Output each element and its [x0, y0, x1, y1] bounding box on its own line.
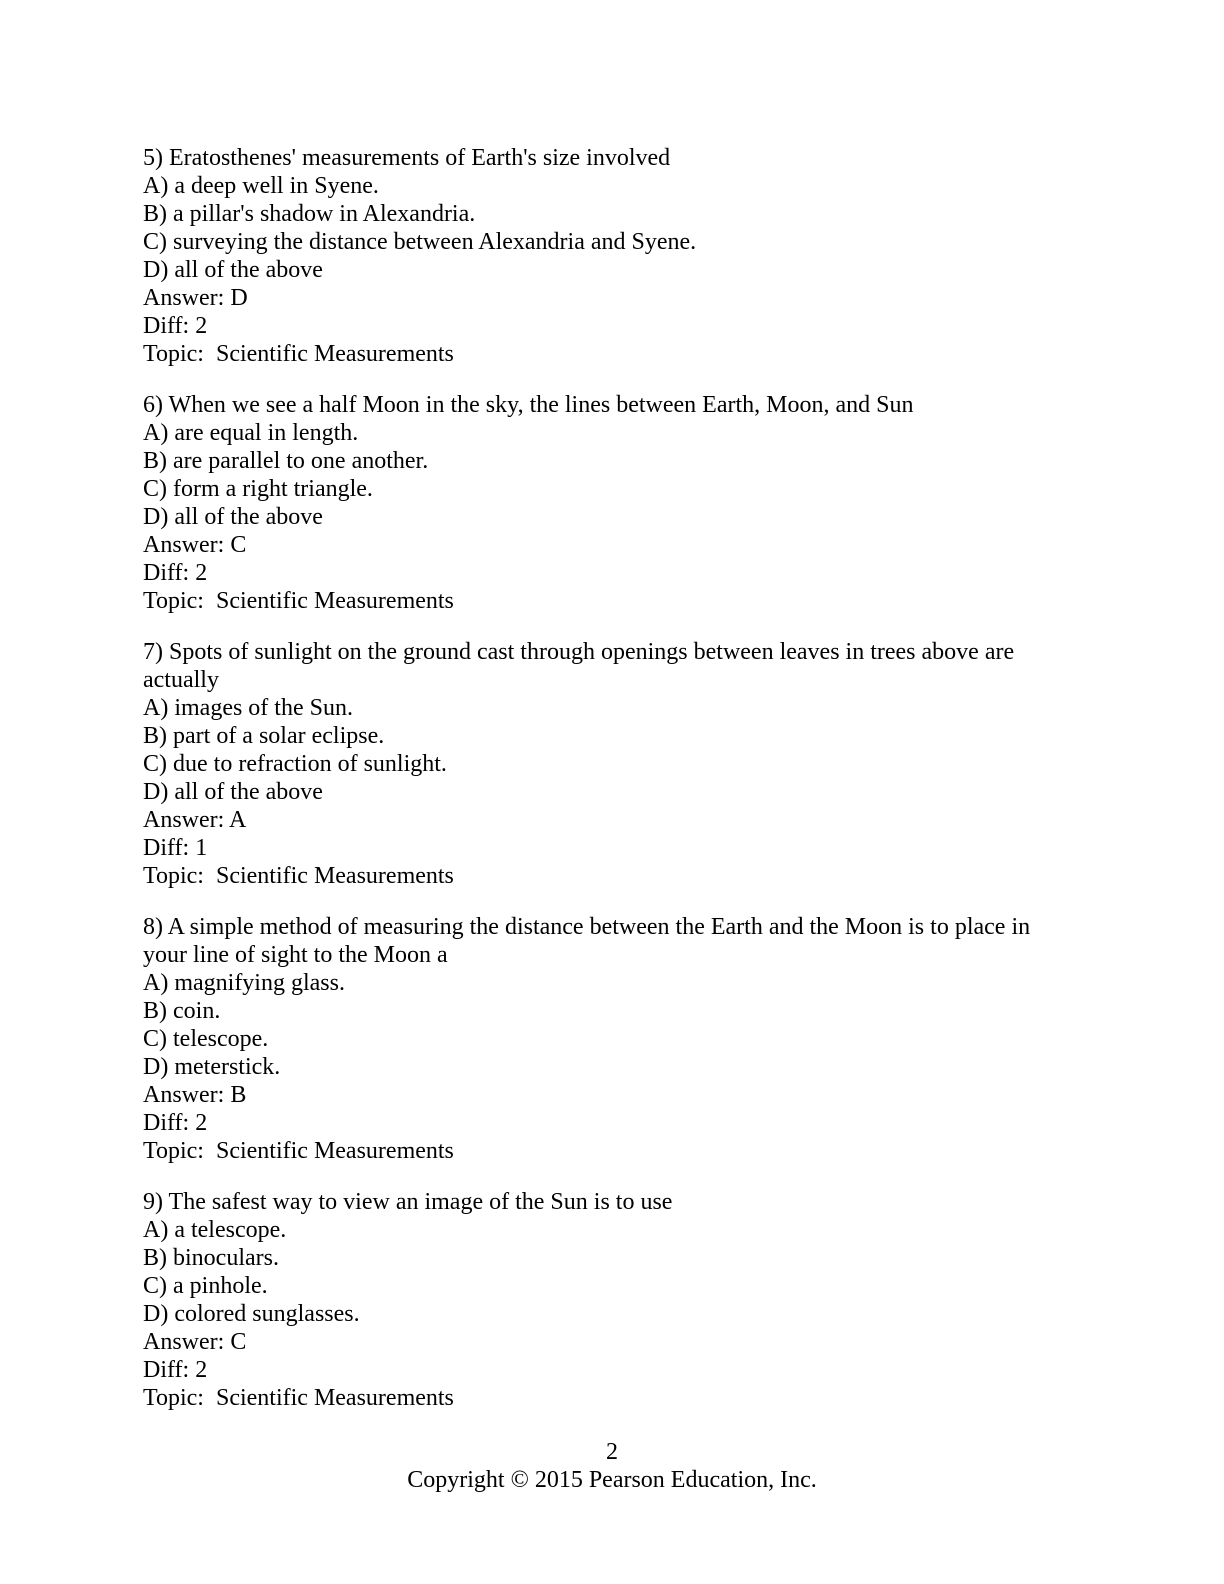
topic-line: Topic: Scientific Measurements	[143, 588, 454, 614]
topic-line: Topic: Scientific Measurements	[143, 863, 454, 889]
page-footer	[0, 1438, 1224, 1494]
answer-choice-d: D) all of the above	[143, 504, 323, 530]
answer-line: Answer: D	[143, 285, 248, 311]
diff-line: Diff: 2	[143, 560, 208, 586]
answer-choice-b: B) are parallel to one another.	[143, 448, 429, 474]
question-block-5	[143, 144, 1080, 368]
answer-choice-a: A) are equal in length.	[143, 420, 359, 446]
answer-line: Answer: C	[143, 532, 247, 558]
question-prompt: 7) Spots of sunlight on the ground cast through openings between leaves in trees above are actually	[143, 639, 1021, 693]
question-prompt: 9) The safest way to view an image of the Sun is to use	[143, 1189, 673, 1215]
topic-line: Topic: Scientific Measurements	[143, 341, 454, 367]
question-block-9	[143, 1188, 1080, 1412]
diff-line: Diff: 2	[143, 1357, 208, 1383]
diff-line: Diff: 2	[143, 1110, 208, 1136]
topic-line: Topic: Scientific Measurements	[143, 1385, 454, 1411]
diff-line: Diff: 2	[143, 313, 208, 339]
answer-choice-b: B) a pillar's shadow in Alexandria.	[143, 201, 476, 227]
topic-line: Topic: Scientific Measurements	[143, 1138, 454, 1164]
answer-choice-b: B) coin.	[143, 998, 221, 1024]
question-prompt: 5) Eratosthenes' measurements of Earth's size involved	[143, 145, 671, 171]
copyright-text: Copyright © 2015 Pearson Education, Inc.	[407, 1467, 817, 1493]
answer-line: Answer: A	[143, 807, 247, 833]
answer-choice-c: C) telescope.	[143, 1026, 269, 1052]
answer-choice-c: C) a pinhole.	[143, 1273, 268, 1299]
answer-choice-c: C) due to refraction of sunlight.	[143, 751, 447, 777]
answer-choice-d: D) all of the above	[143, 257, 323, 283]
page-number: 2	[606, 1439, 618, 1465]
answer-choice-a: A) a deep well in Syene.	[143, 173, 379, 199]
answer-line: Answer: C	[143, 1329, 247, 1355]
answer-choice-c: C) form a right triangle.	[143, 476, 373, 502]
question-block-8	[143, 913, 1080, 1165]
diff-line: Diff: 1	[143, 835, 208, 861]
answer-choice-a: A) magnifying glass.	[143, 970, 345, 996]
question-prompt: 6) When we see a half Moon in the sky, the lines between Earth, Moon, and Sun	[143, 392, 914, 418]
answer-choice-c: C) surveying the distance between Alexandria and Syene.	[143, 229, 697, 255]
answer-choice-b: B) part of a solar eclipse.	[143, 723, 385, 749]
question-prompt: 8) A simple method of measuring the distance between the Earth and the Moon is to place in your line of sight to the Moon a	[143, 914, 1037, 968]
question-block-7	[143, 638, 1080, 890]
question-block-6	[143, 391, 1080, 615]
answer-choice-d: D) meterstick.	[143, 1054, 281, 1080]
answer-choice-d: D) all of the above	[143, 779, 323, 805]
answer-line: Answer: B	[143, 1082, 247, 1108]
answer-choice-a: A) images of the Sun.	[143, 695, 353, 721]
answer-choice-a: A) a telescope.	[143, 1217, 287, 1243]
answer-choice-d: D) colored sunglasses.	[143, 1301, 360, 1327]
answer-choice-b: B) binoculars.	[143, 1245, 279, 1271]
